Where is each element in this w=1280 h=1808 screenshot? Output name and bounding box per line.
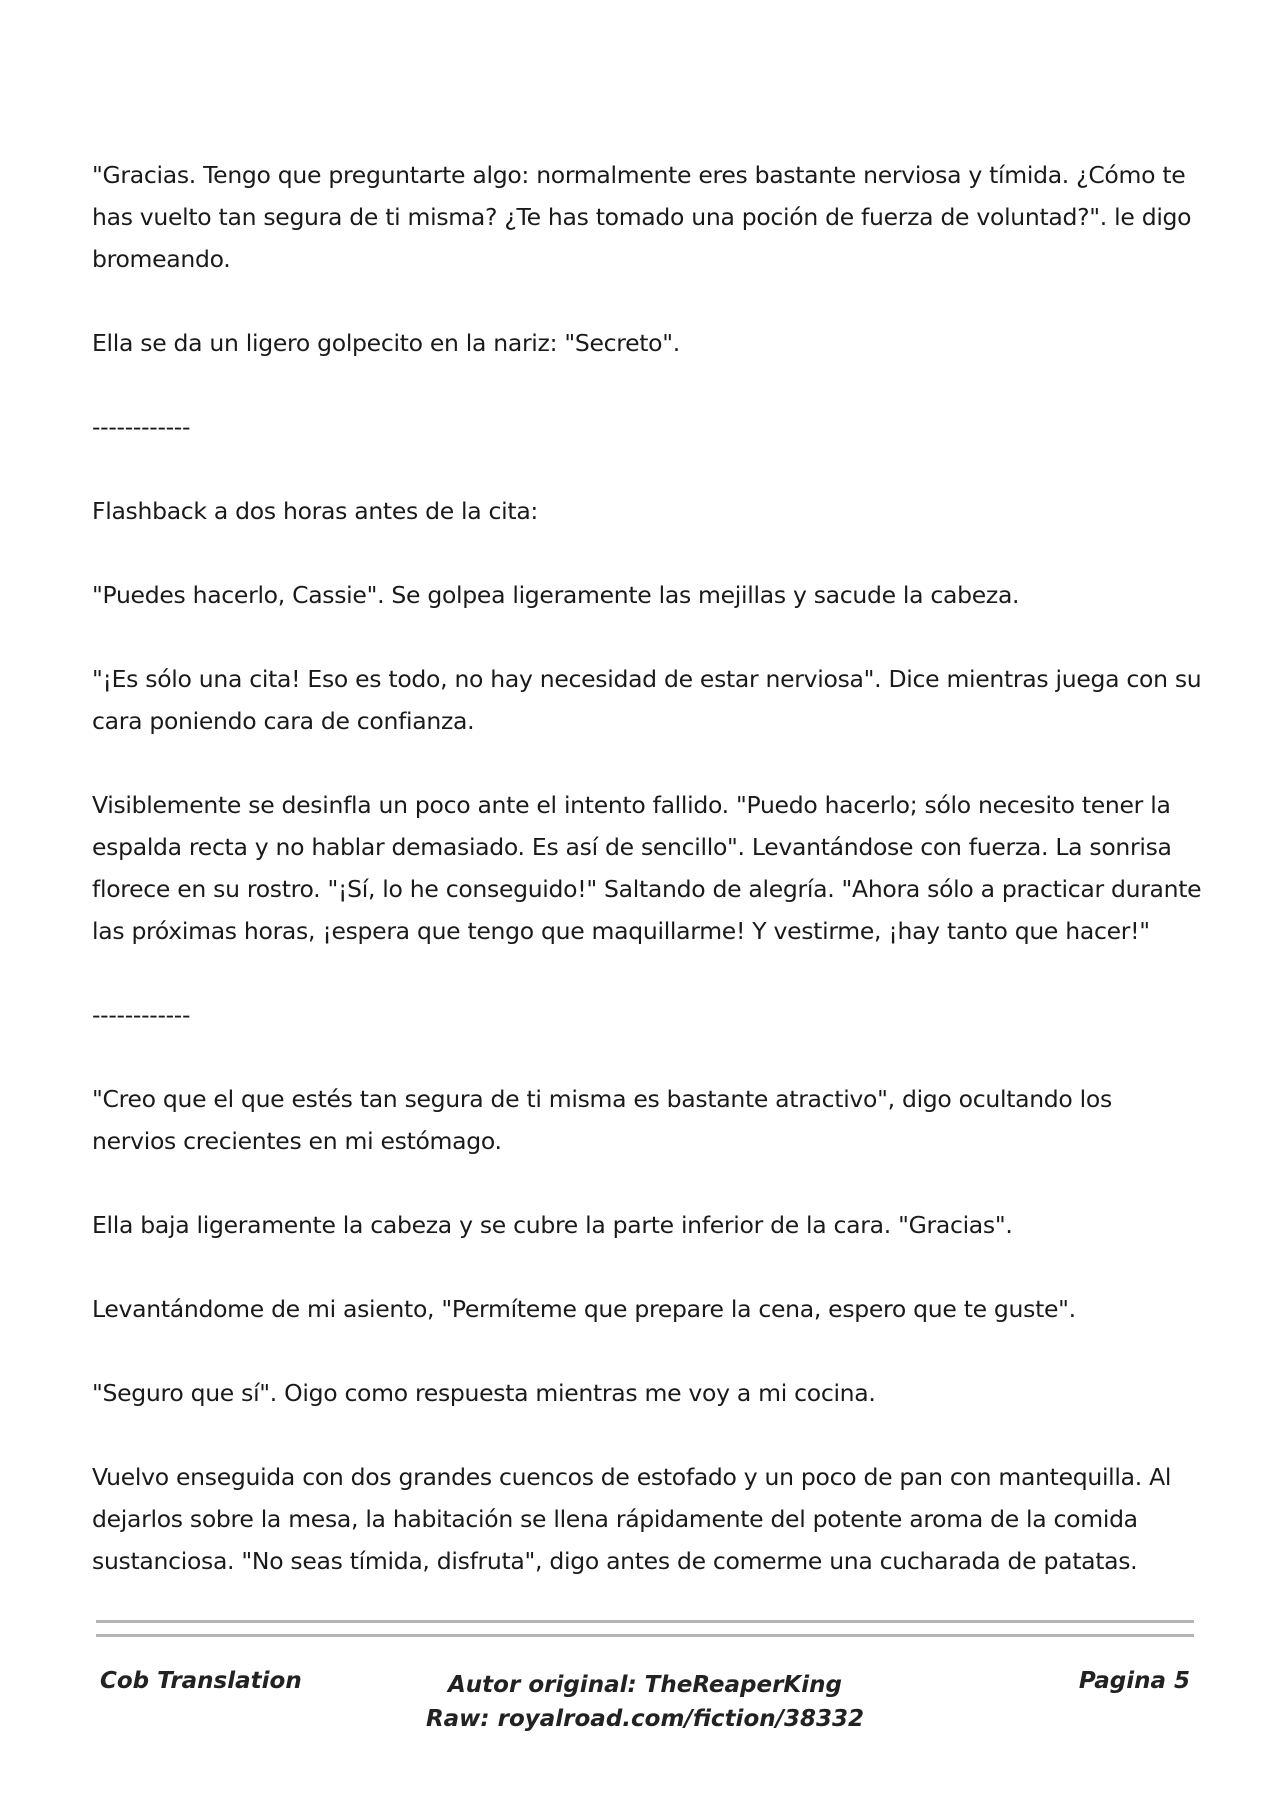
paragraph-6: Visiblemente se desinfla un poco ante el intento fallido. "Puedo hacerlo; sólo necesito tener la espalda recta y no hablar demasiado. Es así de sencillo". Levantándose con fuerza. La sonrisa florece en su rostro. "¡Sí, lo he conseguido!" Saltando de alegría. "Ahora sólo a practicar durante las próximas horas, ¡espera que tengo que maquillarme! Y vestirme, ¡hay tanto que hacer!" [92,791,1202,945]
paragraph-5: "¡Es sólo una cita! Eso es todo, no hay necesidad de estar nerviosa". Dice mientras juega con su cara poniendo cara de confianza. [92,665,1202,735]
paragraph-11: Vuelvo enseguida con dos grandes cuencos de estofado y un poco de pan con mantequilla. Al dejarlos sobre la mesa, la habitación se llena rápidamente del potente aroma de la comida sustanciosa. "No seas tímida, disfruta", digo antes de comerme una cucharada de patatas. [92,1463,1172,1575]
original-author: Autor original: TheReaperKing [448,1672,842,1698]
paragraph-4: "Puedes hacerlo, Cassie". Se golpea ligeramente las mejillas y sacude la cabeza. [92,581,1020,609]
page-body [92,154,1202,1624]
translator-credit: Cob Translation [100,1668,302,1694]
footer-rule-bottom [96,1634,1194,1637]
author-credit [96,1668,1194,1736]
scene-separator: ------------ [92,413,191,441]
raw-source: Raw: royalroad.com/fiction/38332 [425,1706,865,1732]
paragraph-10: "Seguro que sí". Oigo como respuesta mientras me voy a mi cocina. [92,1379,876,1407]
paragraph-2: Ella se da un ligero golpecito en la nariz: "Secreto". [92,329,680,357]
page-number: Pagina 5 [1078,1668,1190,1694]
footer-divider [96,1620,1194,1648]
scene-separator: ------------ [92,1001,191,1029]
footer-rule-top [96,1620,1194,1623]
paragraph-8: Ella baja ligeramente la cabeza y se cubre la parte inferior de la cara. "Gracias". [92,1211,1013,1239]
paragraph-3: Flashback a dos horas antes de la cita: [92,497,539,525]
paragraph-9: Levantándome de mi asiento, "Permíteme que prepare la cena, espero que te guste". [92,1295,1076,1323]
paragraph-1: "Gracias. Tengo que preguntarte algo: normalmente eres bastante nerviosa y tímida. ¿Cómo te has vuelto tan segura de ti misma? ¿Te has tomado una poción de fuerza de voluntad?". le digo bromeando. [92,161,1192,273]
paragraph-7: "Creo que el que estés tan segura de ti misma es bastante atractivo", digo ocultando los nervios crecientes en mi estómago. [92,1085,1112,1155]
page-footer [96,1668,1194,1748]
